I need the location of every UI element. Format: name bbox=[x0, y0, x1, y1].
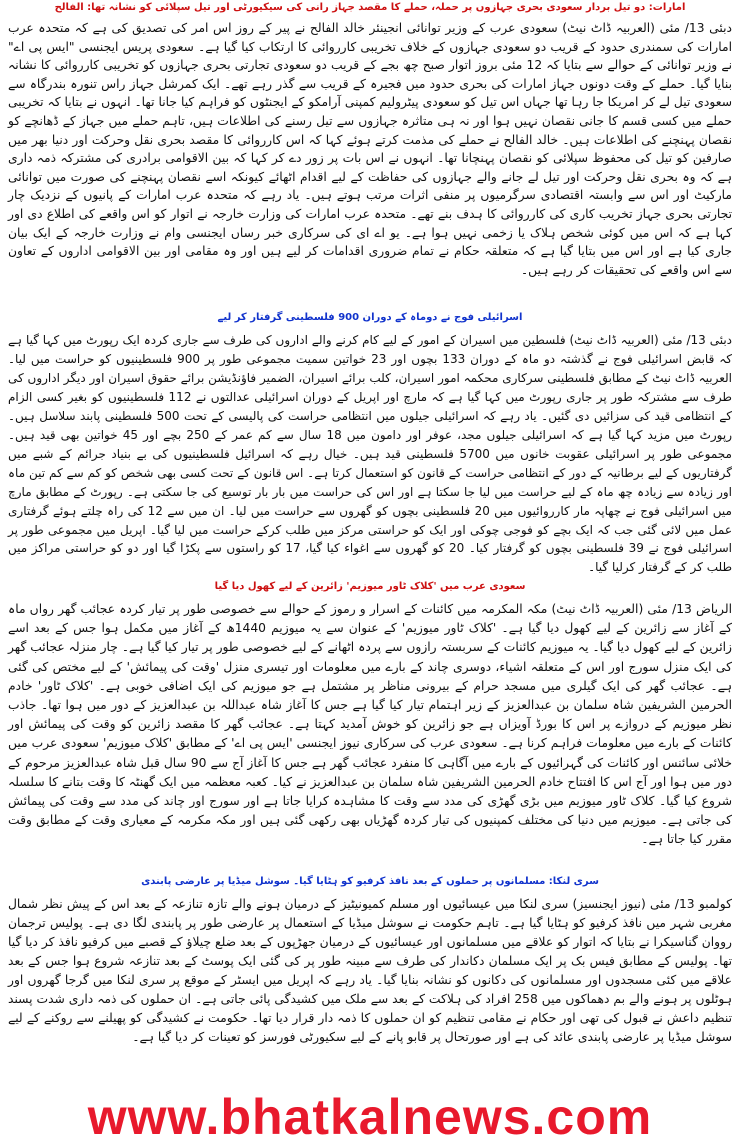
body-sri-lanka-curfew: کولمبو 13/ مئی (نیوز ایجنسیز) سری لنکا میں عیسائیوں اور مسلم کمیونیٹیز کے درمیان ہونے والے تازہ تنازعہ کے بعد اس کے پیش نظر شمال مغربی شہر میں نافذ کرفیو کو ہٹایا گیا ہے۔ تاہم حکومت نے سوشل میڈیا کے استعمال پر عارضی طور پر پابندی لگا دی ہے۔ پولیس ترجمان رووان گناسیکرا نے بتایا کہ اتوار کو علاقے میں مسلمانوں اور عیسائیوں کے درمیان جھڑپوں کے بعد ضلع چیلاؤ کے قصبے میں کرفیو نافذ کر دیا گیا تھا۔ پولیس کے مطابق فیس بک پر ایک مسلمان دکاندار کی طرف سے مبینہ طور پر کی گئی ایک پوسٹ کے بعد تنازعہ شروع ہوا جس کے بعد علاقے میں کئی مسجدوں اور مسلمانوں کی دکانوں کو نشانہ بنایا گیا۔ یاد رہے کہ اپریل میں ایسٹر کے موقع پر سری لنکا میں گرجا گھروں اور ہوٹلوں پر ہونے والے بم دھماکوں میں 258 افراد کی ہلاکت کے بعد سے ملک میں کشیدگی پائی جاتی ہے۔ ان حملوں کی ذمہ داری شدت پسند تنظیم داعش نے قبول کی تھی اور حکام نے مقامی تنظیم کو ان حملوں کا ذمہ دار قرار دیا تھا۔ حکومت نے کشیدگی کو پھیلنے سے روکنے کے لیے سوشل میڈیا پر عارضی پابندی عائد کی ہے اور صورتحال پر قابو پانے کے لیے سکیورٹی فورسز کو تعینات کر دیا گیا ہے۔ bbox=[8, 897, 732, 1044]
headline-uae-ships: امارات: دو تیل بردار سعودی بحری جہازوں پر حملہ، حملے کا مقصد جہاز رانی کی سیکیورٹی اور تیل سپلائی کو نشانہ تھا: الفالح bbox=[54, 2, 686, 13]
article-clock-tower-museum bbox=[0, 581, 740, 850]
body-israel-arrests: دبئی 13/ مئی (العربیہ ڈاٹ نیٹ) فلسطین میں اسیران کے امور کے لیے کام کرنے والے اداروں کی طرف سے جاری کردہ ایک رپورٹ میں کہا گیا ہے کہ قابض اسرائیلی فوج نے گذشتہ دو ماہ کے دوران 133 بچوں اور 23 خواتین سمیت مجموعی طور پر 900 فلسطینیوں کو حراست میں لیا۔ العربیہ ڈاٹ نیٹ کے مطابق فلسطینی سرکاری محکمہ امور اسیران، کلب برائے اسیران، الضمیر فاؤنڈیشن برائے حقوق اسیران اور دیگر اداروں کی طرف سے مشترکہ طور پر جاری رپورٹ میں کہا گیا ہے کہ مارچ اور اپریل کے دوران اسرائیلی عدالتوں نے 112 فلسطینیوں کو بغیر کسی الزام کے انتظامی قید کی سزائیں دی گئیں۔ یاد رہے کہ اسرائیلی جیلوں میں انتظامی حراست کی پالیسی کے تحت 500 فلسطینی پابند سلاسل ہیں۔ رپورٹ میں مزید کہا گیا ہے کہ اسرائیلی جیلوں مجد، عوفر اور دامون میں 18 سال سے کم عمر کے 250 بچے اور 45 خواتین بھی قید ہیں۔ مجموعی طور پر اسرائیلی عقوبت خانوں میں 5700 فلسطینی قید ہیں۔ خیال رہے کہ اسرائیل فلسطینیوں کی بے بنیاد جرائم کے شبے میں گرفتاریوں کے لیے برطانیہ کے دور کے انتظامی حراست کے قانون کو استعمال کرتا ہے۔ اس قانون کے تحت کسی بھی شخص کو کم سے کم تین ماہ اور زیادہ سے زیادہ چھ ماہ کے لیے حراست میں لیا جا سکتا ہے اور اس کی حراست میں بار بار توسیع کی جا سکتی ہے۔ رپورٹ کے مطابق مارچ میں اسرائیلی فوج نے چھاپہ مار کارروائیوں میں 20 فلسطینی بچوں کو گھروں سے حراست میں لیا۔ ان میں سے 12 کی راہ چلتے ہوئے گرفتاری عمل میں لائی گئی جب کہ ایک بچے کو فوجی چوکی اور ایک کو حراستی مرکز میں طلب کرکے حراست میں لیا گیا۔ اپریل میں مجموعی طور پر اسرائیلی فوج نے 39 فلسطینی بچوں کو گرفتار کیا۔ 20 کو گھروں سے اغواء کیا گیا، 17 کو راستوں سے پکڑا گیا اور دو کو حراستی مراکز میں طلب کر کے گرفتار کرلیا گیا۔ bbox=[8, 333, 732, 575]
headline-sri-lanka-curfew: سری لنکا: مسلمانوں پر حملوں کے بعد نافذ کرفیو کو ہٹایا گیا۔ سوشل میڈیا پر عارضی پابندی bbox=[141, 876, 599, 887]
article-sri-lanka-curfew bbox=[0, 876, 740, 1047]
article-uae-ships bbox=[0, 2, 740, 279]
headline-israel-arrests: اسرائیلی فوج نے دوماہ کے دوران 900 فلسطینی گرفتار کر لیے bbox=[217, 312, 523, 323]
site-footer bbox=[0, 1090, 740, 1145]
body-clock-tower-museum: الریاض 13/ مئی (العربیہ ڈاٹ نیٹ) مکہ المکرمہ میں کائنات کے اسرار و رموز کے حوالے سے خصوصی طور پر تیار کردہ عجائب گھر رواں ماہ کے آغاز سے زائرین کے لیے کھول دیا گیا ہے۔ 'کلاک ٹاور میوزیم' کے عنوان سے یہ میوزیم 1440ھ کے آغاز میں مکمل ہوا جس کے بعد اسے زائرین کے لیے کھول دیا گیا۔ یہ میوزیم کائنات کے سربستہ رازوں سے پردہ اٹھانے کے لیے خصوصی طور پر تیار کیا گیا ہے۔ چار منزلہ عجائب گھر کی ایک منزل سورج اور اس کے متعلقہ اشیاء، دوسری چاند کے بارے میں معلومات اور تیسری منزل 'وقت کی پیمائش' کے لیے مختص کی گئی ہے۔ عجائب گھر کی ایک گیلری میں مسجد حرام کے بیرونی مناظر پر مشتمل ہے جو میوزیم کی ایک اضافی خوبی ہے۔ 'کلاک ٹاور' خادم الحرمین الشریفین شاہ سلمان بن عبدالعزیز کے زیر اہتمام تیار کیا گیا ہے جس کا آغاز شاہ عبداللہ بن عبدالعزیز کے دور میں ہوا تھا۔ جاذب نظر میوزیم کے دروازے پر اس کا بورڈ آویزاں ہے جو زائرین کو خوش آمدید کہتا ہے۔ عجائب گھر کا مقصد زائرین کو وقت کی پیمائش اور کائنات کے بارے میں معلومات فراہم کرنا ہے۔ سعودی عرب کی سرکاری نیوز ایجنسی 'ایس پی اے' کے مطابق 'کلاک میوزیم' سعودی عرب میں خلائی سائنس اور کائنات کی گہرائیوں کے بارے میں آگاہی کا منفرد عجائب گھر ہے جس کا آغاز آج سے 90 سال قبل شاہ عبدالعزیز مرحوم کے دور میں ہوا اور آج اس کا افتتاح خادم الحرمین الشریفین شاہ سلمان بن عبدالعزیز نے کیا۔ کعبہ معظمہ میں ایک گھنٹہ کا وقت بتانے کا سلسلہ شروع کیا گیا۔ کلاک ٹاور میوزیم میں بڑی گھڑی کی مدد سے وقت کا مشاہدہ کرایا جاتا ہے اور سورج اور چاند کی مدد سے وقت کی پیمائش کی جاتی ہے۔ میوزیم میں دنیا کی مختلف کمپنیوں کی تیار کردہ گھڑیاں بھی رکھی گئی ہیں اور مکہ مکرمہ کے معیاری وقت کے مطابق وقت مقرر کیا جاتا ہے۔ bbox=[8, 602, 732, 847]
article-israel-arrests bbox=[0, 312, 740, 577]
headline-clock-tower-museum: سعودی عرب میں 'کلاک ٹاور میوزیم' زائرین کے لیے کھول دیا گیا bbox=[214, 581, 526, 592]
site-url: www.bhatkalnews.com bbox=[87, 1089, 653, 1145]
body-uae-ships: دبئی 13/ مئی (العربیہ ڈاٹ نیٹ) سعودی عرب کے وزیر توانائی انجینئر خالد الفالح نے پیر کے روز اس امر کی تصدیق کی ہے کہ متحدہ عرب امارات کی سمندری حدود کے قریب دو سعودی جہازوں کے خلاف تخریبی کارروائی کا ارتکاب کیا گیا ہے۔ سعودی پریس ایجنسی "ایس پی اے" نے وزیر توانائی کے حوالے سے بتایا کہ 12 مئی بروز اتوار صبح چھ بجے کے قریب دو سعودی تجارتی بحری جہازوں کو تخریبی کارروائی کا نشانہ بنایا گیا۔ حملے کے وقت دونوں جہاز امارات کی بحری حدود میں فجیرہ کے قریب سے گذر رہے تھے۔ ایک کمرشل جہاز راس تنورہ بندرگاہ سے سعودی تیل لے کر امریکا جا رہا تھا جہاں اس تیل کو سعودی پیٹرولیم کمپنی آرامکو کے ایجنٹوں کو فراہم کیا جانا تھا۔ انہوں نے بتایا کہ تخریبی حملے میں کسی قسم کا جانی نقصان نہیں ہوا اور نہ ہی متاثرہ جہازوں سے تیل رسنے کی اطلاعات ہیں، تاہم حملے میں جہاز کے ڈھانچے کو نقصان پہنچنے کی اطلاعات ہیں۔ خالد الفالح نے حملے کی مذمت کرتے ہوئے کہا کہ اس کارروائی کا مقصد بحری نقل وحرکت اور دنیا بھر میں صارفین کو تیل کی محفوظ سپلائی کو نقصان پہنچانا تھا۔ انہوں نے اس بات پر زور دے کر کہا کہ بین الاقوامی برادری کی مشترکہ ذمہ داری ہے کہ وہ بحری نقل وحرکت اور تیل لے جانے والے جہازوں کی حفاظت کے لیے اقدام اٹھائے کیونکہ اسے نقصان پہنچنے کی صورت میں توانائی مارکیٹ اور اس سے وابستہ اقتصادی سرگرمیوں پر منفی اثرات مرتب ہوتے ہیں۔ یاد رہے کہ متحدہ عرب امارات کے پانیوں کے نزدیک چار تجارتی بحری جہاز تخریب کاری کی کارروائی کا ہدف بنے تھے۔ متحدہ عرب امارات کی وزارت خارجہ نے اتوار کو اس واقعے کی اطلاع دی اور کہا ہے کہ اس میں کوئی شخص ہلاک یا زخمی نہیں ہوا ہے۔ یو اے ای کی سرکاری خبر رساں ایجنسی وام نے وزارت خارجہ کے ایک بیان جاری کیا ہے اور اس میں بتایا گیا ہے کہ متعلقہ حکام نے تمام ضروری اقدامات کر لیے ہیں اور وہ مقامی اور بین الاقوامی اداروں کے تعاون سے اس واقعے کی تحقیقات کر رہے ہیں۔ bbox=[8, 21, 732, 277]
